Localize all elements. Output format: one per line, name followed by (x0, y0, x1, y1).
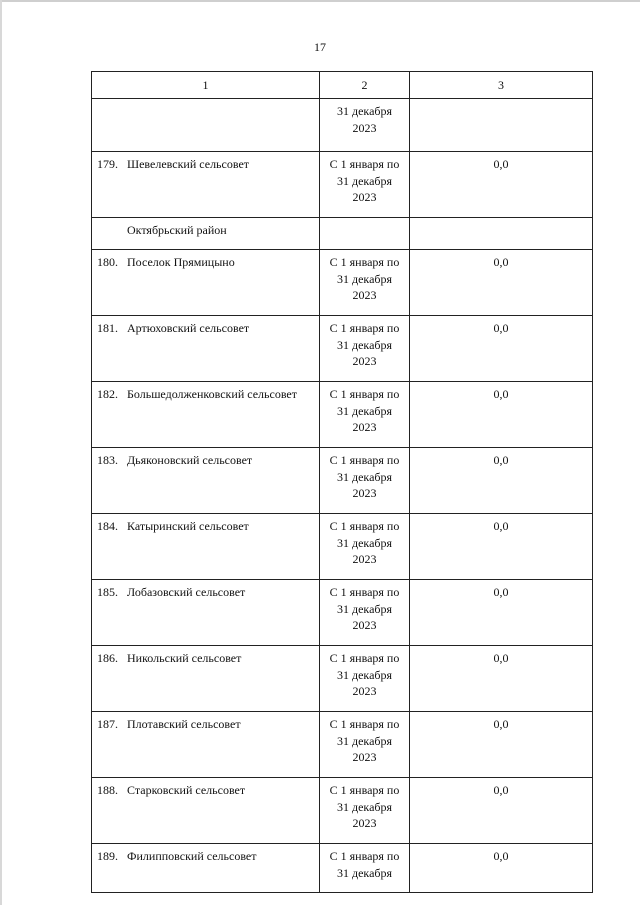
continuation-row (92, 99, 593, 152)
row-name: Филипповский сельсовет (127, 849, 257, 863)
row-period-cell (320, 844, 410, 893)
period-line: С 1 января по (329, 255, 400, 269)
period-line: С 1 января по (329, 717, 400, 731)
row-period-cell (320, 152, 410, 218)
row-name-cell (92, 448, 320, 514)
row-name: Артюховский сельсовет (127, 321, 250, 335)
period-line: 31 декабря (336, 337, 393, 352)
row-label (92, 580, 319, 601)
row-value-cell: 0,0 (410, 844, 593, 893)
row-name: Дьяконовский сельсовет (127, 453, 253, 467)
table-row (92, 316, 593, 382)
period-line: С 1 января по (329, 651, 400, 665)
period-line: С 1 января по (329, 519, 400, 533)
table-row (92, 382, 593, 448)
region-value-cell (410, 218, 593, 250)
period-line: 31 декабря (336, 403, 393, 418)
row-name-cell (92, 382, 320, 448)
row-number: 186. (97, 651, 118, 665)
row-name: Поселок Прямицыно (127, 255, 235, 269)
period-line: 31 декабря (336, 535, 393, 550)
row-name-cell (92, 712, 320, 778)
period-line: С 1 января по (329, 849, 400, 863)
row-name: Лобазовский сельсовет (127, 585, 246, 599)
row-period-cell (320, 250, 410, 316)
row-label (92, 316, 319, 337)
period-line: 2023 (352, 354, 377, 368)
table-row (92, 844, 593, 893)
table-row (92, 580, 593, 646)
row-number: 181. (97, 321, 118, 335)
continuation-period-cell (320, 99, 410, 152)
table-row (92, 778, 593, 844)
row-number: 188. (97, 783, 118, 797)
row-label (92, 712, 319, 733)
row-value-cell: 0,0 (410, 382, 593, 448)
row-value-cell: 0,0 (410, 316, 593, 382)
row-name: Старковский сельсовет (127, 783, 246, 797)
period-line: 2023 (352, 190, 377, 204)
row-name: Катыринский сельсовет (127, 519, 249, 533)
row-name-cell (92, 152, 320, 218)
period-line: С 1 января по (329, 453, 400, 467)
row-period-cell (320, 712, 410, 778)
row-label (92, 778, 319, 799)
row-value-cell: 0,0 (410, 250, 593, 316)
period-line: 31 декабря (336, 799, 393, 814)
row-number: 183. (97, 453, 118, 467)
row-label (92, 382, 319, 403)
period-line: 31 декабря (336, 271, 393, 286)
continuation-name-cell (92, 99, 320, 152)
period-line: 2023 (352, 486, 377, 500)
row-name-cell (92, 514, 320, 580)
table-row (92, 250, 593, 316)
region-period-cell (320, 218, 410, 250)
period-line: 2023 (352, 750, 377, 764)
row-period-cell (320, 514, 410, 580)
period-line: С 1 января по (329, 783, 400, 797)
row-number: 184. (97, 519, 118, 533)
row-name: Никольский сельсовет (127, 651, 242, 665)
row-label (92, 250, 319, 271)
period-line: 2023 (352, 552, 377, 566)
continuation-value-cell (410, 99, 593, 152)
row-period-cell (320, 382, 410, 448)
period-line: 2023 (352, 618, 377, 632)
row-name-cell (92, 844, 320, 893)
row-value-cell: 0,0 (410, 514, 593, 580)
region-row (92, 218, 593, 250)
period-line: 31 декабря (336, 173, 393, 188)
period-line: 31 декабря (336, 865, 393, 880)
row-period-cell (320, 580, 410, 646)
header-col-1: 1 (92, 72, 320, 99)
period-line: 31 декабря (336, 104, 393, 118)
page-edge-left (0, 0, 2, 905)
row-label (92, 646, 319, 667)
period-line: 2023 (352, 288, 377, 302)
row-value-cell: 0,0 (410, 646, 593, 712)
period-line: 2023 (352, 120, 377, 135)
row-number: 180. (97, 255, 118, 269)
table-body (92, 72, 593, 893)
row-label (92, 514, 319, 535)
row-name-cell (92, 250, 320, 316)
row-number: 185. (97, 585, 118, 599)
period-line: С 1 января по (329, 387, 400, 401)
row-name: Плотавский сельсовет (127, 717, 241, 731)
region-name-cell (92, 218, 320, 250)
row-number: 179. (97, 157, 118, 171)
row-value-cell: 0,0 (410, 448, 593, 514)
row-label (92, 152, 319, 173)
row-period-cell (320, 316, 410, 382)
row-period-cell (320, 646, 410, 712)
period-line: 31 декабря (336, 601, 393, 616)
header-col-2: 2 (320, 72, 410, 99)
period-line: 31 декабря (336, 667, 393, 682)
period-line: С 1 января по (329, 585, 400, 599)
period-line: 31 декабря (336, 733, 393, 748)
row-name: Шевелевский сельсовет (127, 157, 250, 171)
row-name: Большедолженковский сельсовет (127, 387, 297, 401)
table-row (92, 514, 593, 580)
row-value-cell: 0,0 (410, 778, 593, 844)
row-number: 187. (97, 717, 118, 731)
row-name-cell (92, 580, 320, 646)
data-table (91, 71, 593, 893)
row-label (92, 844, 319, 865)
period-line: 31 декабря (336, 469, 393, 484)
row-period-cell (320, 448, 410, 514)
period-line: 2023 (352, 420, 377, 434)
row-number: 189. (97, 849, 118, 863)
table-row (92, 152, 593, 218)
row-name-cell (92, 646, 320, 712)
table-row (92, 646, 593, 712)
row-number: 182. (97, 387, 118, 401)
row-name-cell (92, 778, 320, 844)
period-line: 2023 (352, 816, 377, 830)
row-value-cell: 0,0 (410, 712, 593, 778)
table-row (92, 712, 593, 778)
table-row (92, 448, 593, 514)
row-value-cell: 0,0 (410, 152, 593, 218)
period-line: С 1 января по (329, 157, 400, 171)
period-line: С 1 января по (329, 321, 400, 335)
page-number: 17 (314, 40, 326, 54)
period-line: 2023 (352, 684, 377, 698)
row-period-cell (320, 778, 410, 844)
row-value-cell: 0,0 (410, 580, 593, 646)
table-header-row (92, 72, 593, 99)
row-label (92, 448, 319, 469)
header-col-3: 3 (410, 72, 593, 99)
row-name-cell (92, 316, 320, 382)
region-name: Октябрьский район (127, 223, 227, 237)
page-edge-top (0, 0, 640, 2)
